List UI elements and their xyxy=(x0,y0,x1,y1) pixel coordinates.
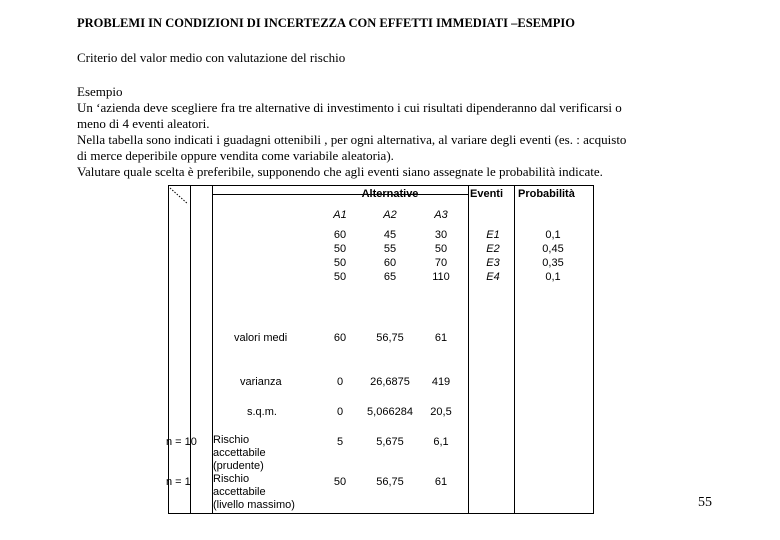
table-cell: 56,75 xyxy=(376,476,404,488)
event-label: E2 xyxy=(486,243,500,255)
prob-value: 0,45 xyxy=(542,243,564,255)
table-cell: 26,6875 xyxy=(370,376,410,388)
rischio-label xyxy=(213,473,295,512)
table-cell: 0 xyxy=(336,406,344,418)
table-cell: 50 xyxy=(333,257,347,269)
table-cell: 6,1 xyxy=(433,436,449,448)
body-text xyxy=(77,84,626,180)
body-line: di merce deperibile oppure vendita come variabile aleatoria). xyxy=(77,148,394,163)
header-eventi: Eventi xyxy=(470,188,504,200)
table-cell: 5 xyxy=(336,436,344,448)
corner-diagonal xyxy=(170,188,188,204)
event-label: E1 xyxy=(486,229,500,241)
header-probabilita: Probabilità xyxy=(518,188,575,200)
stat-label: s.q.m. xyxy=(247,406,277,418)
rischio-line: (livello massimo) xyxy=(213,499,295,511)
n-label: n = 1 xyxy=(166,476,191,488)
table-cell: 60 xyxy=(333,332,347,344)
body-line: Nella tabella sono indicati i guadagni ottenibili , per ogni alternativa, al variare degli eventi (es. : acquisto xyxy=(77,132,627,147)
prob-value: 0,35 xyxy=(542,257,564,269)
page-title: PROBLEMI IN CONDIZIONI DI INCERTEZZA CON EFFETTI IMMEDIATI –ESEMPIO xyxy=(77,16,576,30)
table-cell: 70 xyxy=(434,257,448,269)
stat-label: varianza xyxy=(240,376,282,388)
rischio-line: (prudente) xyxy=(213,460,264,472)
decision-table xyxy=(168,185,594,514)
table-cell: 61 xyxy=(434,476,448,488)
alt-label: A3 xyxy=(434,209,448,221)
table-cell: 0 xyxy=(336,376,344,388)
table-cell: 60 xyxy=(383,257,397,269)
rischio-line: accettabile xyxy=(213,447,266,459)
body-line: Esempio xyxy=(77,84,123,99)
table-cell: 5,675 xyxy=(376,436,404,448)
prob-value: 0,1 xyxy=(545,271,561,283)
body-line: Valutare quale scelta è preferibile, supponendo che agli eventi siano assegnate le probabilità indicate. xyxy=(77,164,603,179)
table-cell: 65 xyxy=(383,271,397,283)
table-cell: 60 xyxy=(333,229,347,241)
table-cell: 5,066284 xyxy=(367,406,413,418)
table-cell: 50 xyxy=(434,243,448,255)
table-cell: 55 xyxy=(383,243,397,255)
page-number: 55 xyxy=(698,495,712,510)
table-cell: 50 xyxy=(333,243,347,255)
table-cell: 20,5 xyxy=(430,406,452,418)
rischio-line: Rischio xyxy=(213,473,250,485)
alt-label: A1 xyxy=(333,209,347,221)
rischio-line: accettabile xyxy=(213,486,266,498)
event-label: E4 xyxy=(486,271,500,283)
table-cell: 56,75 xyxy=(376,332,404,344)
event-label: E3 xyxy=(486,257,500,269)
stat-label: valori medi xyxy=(234,332,288,344)
table-cell: 419 xyxy=(431,376,451,388)
table-cell: 30 xyxy=(434,229,448,241)
body-line: meno di 4 eventi aleatori. xyxy=(77,116,210,131)
page-subtitle: Criterio del valor medio con valutazione del rischio xyxy=(77,50,346,65)
table-cell: 110 xyxy=(432,271,450,283)
table-cell: 50 xyxy=(333,271,347,283)
n-label: n = 10 xyxy=(166,436,197,448)
header-alternative: Alternative xyxy=(361,188,419,200)
body-line: Un ‘azienda deve scegliere fra tre alternative di investimento i cui risultati dipenderanno dal verificarsi o xyxy=(77,100,622,115)
table-cell: 50 xyxy=(333,476,347,488)
rischio-line: Rischio xyxy=(213,434,250,446)
rischio-label xyxy=(213,434,266,473)
table-cell: 45 xyxy=(383,229,397,241)
prob-value: 0,1 xyxy=(545,229,561,241)
alt-label: A2 xyxy=(383,209,397,221)
table-cell: 61 xyxy=(434,332,448,344)
